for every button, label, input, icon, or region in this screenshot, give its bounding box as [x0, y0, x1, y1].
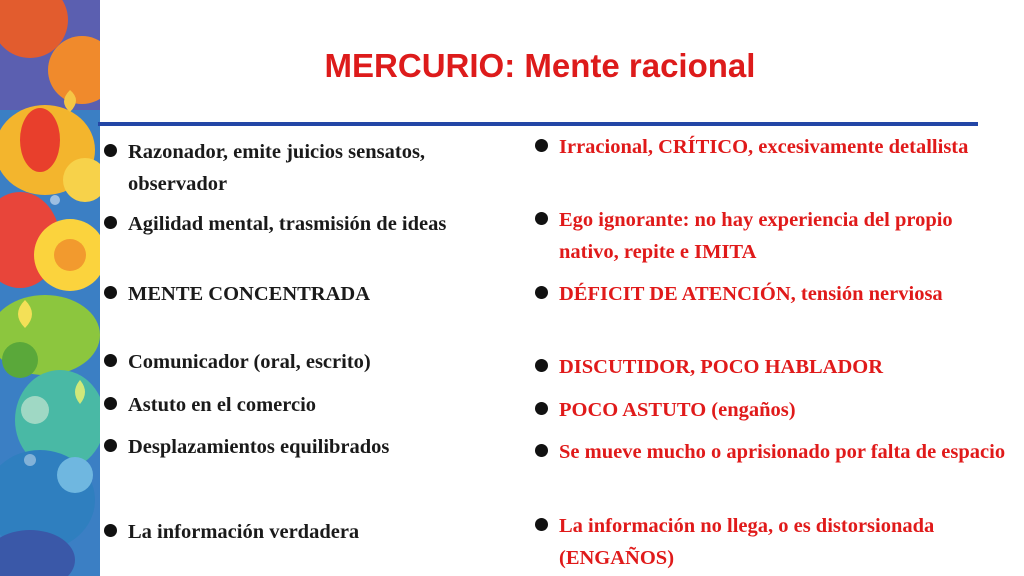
bullet-icon — [104, 354, 117, 367]
list-item-text: Razonador, emite juicios sensatos, observador — [128, 141, 426, 195]
bullet-icon — [104, 524, 117, 537]
list-item-text: La información no llega, o es distorsionada (ENGAÑOS) — [559, 515, 935, 569]
slide-title: MERCURIO: Mente racional — [324, 47, 756, 84]
list-item — [535, 351, 1010, 383]
list-item-text: MENTE CONCENTRADA — [128, 283, 371, 305]
list-item — [535, 204, 1010, 268]
bullet-icon — [104, 286, 117, 299]
list-item-text: Comunicador (oral, escrito) — [128, 351, 371, 373]
list-item-text: Irracional, CRÍTICO, excesivamente detallista — [559, 136, 969, 158]
list-item — [535, 510, 1010, 574]
list-item-text: Agilidad mental, trasmisión de ideas — [128, 213, 447, 235]
bullet-icon — [104, 216, 117, 229]
list-item-text: DISCUTIDOR, POCO HABLADOR — [559, 356, 884, 378]
bullet-icon — [535, 139, 548, 152]
list-item-text: POCO ASTUTO (engaños) — [559, 399, 796, 421]
list-item — [104, 431, 529, 463]
bullet-icon — [535, 444, 548, 457]
bullet-icon — [104, 144, 117, 157]
list-item-text: Astuto en el comercio — [128, 394, 317, 416]
list-item — [104, 278, 529, 310]
list-item — [535, 131, 1010, 163]
list-item-text: Se mueve mucho o aprisionado por falta de espacio — [559, 441, 1006, 463]
list-item-text: La información verdadera — [128, 521, 360, 543]
bullet-icon — [535, 402, 548, 415]
list-item — [104, 389, 529, 421]
list-item — [104, 208, 529, 240]
bullet-icon — [535, 286, 548, 299]
bullet-icon — [535, 359, 548, 372]
bullet-icon — [104, 397, 117, 410]
list-item-text: Desplazamientos equilibrados — [128, 436, 390, 458]
list-item — [104, 516, 529, 548]
bullet-icon — [535, 518, 548, 531]
list-item-text: Ego ignorante: no hay experiencia del propio nativo, repite e IMITA — [559, 209, 953, 263]
title-divider — [98, 122, 978, 126]
bullet-icon — [535, 212, 548, 225]
mandala-art — [0, 0, 100, 576]
list-item — [104, 346, 529, 378]
list-item — [535, 394, 1010, 426]
decorative-mandala-image — [0, 0, 100, 576]
bullet-icon — [104, 439, 117, 452]
list-item — [104, 136, 529, 200]
list-item — [535, 436, 1010, 468]
list-item — [535, 278, 1010, 310]
list-item-text: DÉFICIT DE ATENCIÓN, tensión nerviosa — [559, 283, 943, 305]
